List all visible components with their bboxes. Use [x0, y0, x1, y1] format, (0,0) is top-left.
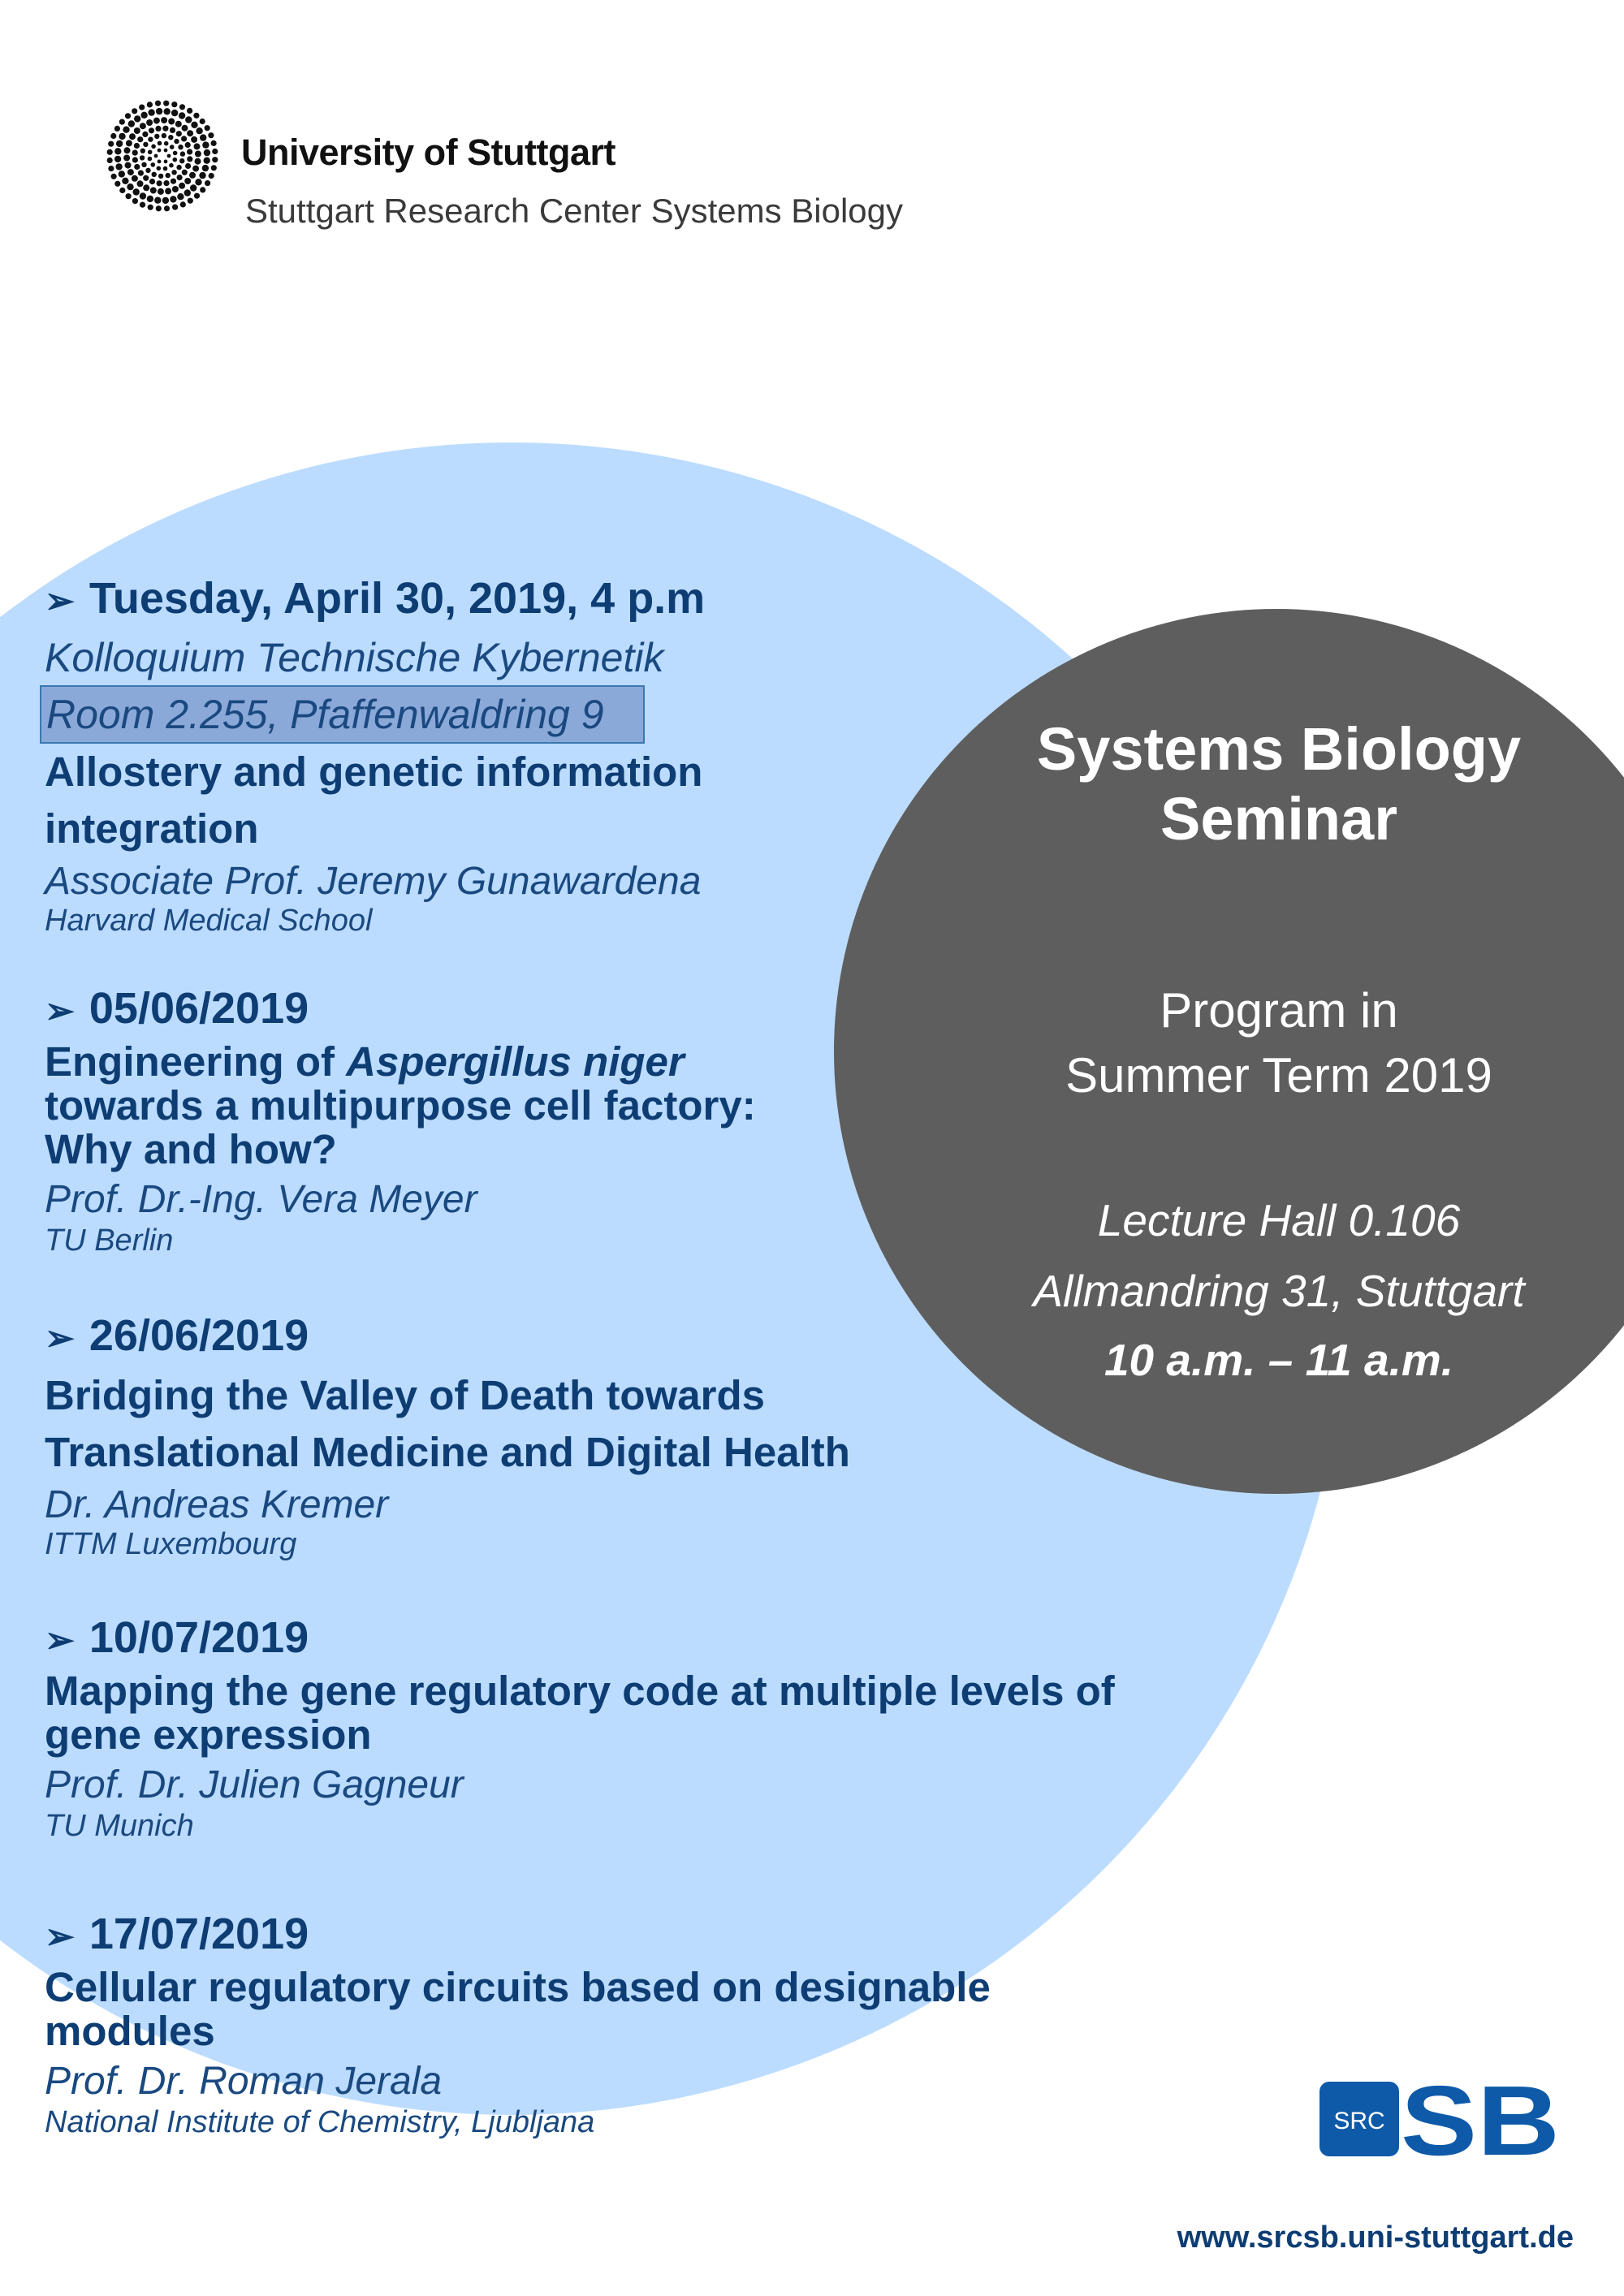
venue-hall: Lecture Hall 0.106	[1097, 1195, 1461, 1245]
event-affiliation: ITTM Luxembourg	[45, 1527, 297, 1561]
research-center-name: Stuttgart Research Center Systems Biology	[245, 192, 904, 230]
venue-address: Allmandring 31, Stuttgart	[1033, 1266, 1525, 1316]
event-speaker: Prof. Dr.-Ing. Vera Meyer	[45, 1178, 477, 1221]
arrow-bullet-icon: ➢	[45, 581, 75, 621]
seminar-title-line1: Systems Biology	[1036, 715, 1522, 783]
event-date: ➢ 05/06/2019	[45, 984, 309, 1033]
event-1	[45, 570, 706, 938]
website-link[interactable]: www.srcsb.uni-stuttgart.de	[1177, 2220, 1574, 2255]
event-speaker: Prof. Dr. Julien Gagneur	[45, 1763, 464, 1806]
event-5	[45, 1905, 991, 2139]
event-date: ➢ 26/06/2019	[45, 1311, 309, 1360]
arrow-bullet-icon: ➢	[45, 991, 75, 1031]
event-speaker: Associate Prof. Jeremy Gunawardena	[45, 860, 702, 903]
event-affiliation: TU Berlin	[45, 1224, 174, 1258]
program-line2: Summer Term 2019	[1065, 1048, 1492, 1103]
event-room	[45, 685, 705, 744]
event-4	[45, 1609, 1115, 1843]
arrow-bullet-icon: ➢	[45, 1318, 75, 1358]
srcsb-logo-icon	[1320, 2078, 1563, 2160]
svg-text:SB: SB	[1401, 2078, 1560, 2160]
arrow-bullet-icon: ➢	[45, 1621, 75, 1660]
university-name: University of Stuttgart	[241, 132, 616, 173]
event-affiliation: Harvard Medical School	[45, 904, 373, 938]
seminar-time: 10 a.m. – 11 a.m.	[1104, 1335, 1454, 1385]
event-title: Allostery and genetic information integration	[45, 749, 703, 852]
arrow-bullet-icon: ➢	[45, 1917, 75, 1957]
event-title: Engineering of Aspergillus niger towards a multipurpose cell factory: Why and how?	[45, 1038, 756, 1172]
event-date: ➢ 17/07/2019	[45, 1910, 309, 1958]
program-line1: Program in	[1160, 983, 1398, 1038]
event-speaker: Prof. Dr. Roman Jerala	[45, 2060, 443, 2103]
event-title: Bridging the Valley of Death towards Translational Medicine and Digital Health	[45, 1372, 850, 1475]
room-highlight: Room 2.255, Pfaffenwaldring 9	[40, 685, 645, 744]
event-title: Cellular regulatory circuits based on designable modules	[45, 1964, 991, 2054]
event-note: Kolloquium Technische Kybernetik	[45, 635, 664, 680]
university-logo-icon	[106, 99, 219, 213]
seminar-title-line2: Seminar	[1160, 785, 1398, 852]
event-title: Mapping the gene regulatory code at multiple levels of gene expression	[45, 1668, 1115, 1758]
svg-text:SRC: SRC	[1333, 2108, 1385, 2134]
event-2	[45, 980, 756, 1258]
event-3	[45, 1307, 850, 1559]
seminar-title	[869, 714, 1624, 854]
event-affiliation: National Institute of Chemistry, Ljubljana	[45, 2105, 595, 2139]
event-date: ➢ Tuesday, April 30, 2019, 4 p.m	[45, 574, 706, 623]
event-date: ➢ 10/07/2019	[45, 1613, 309, 1662]
event-speaker: Dr. Andreas Kremer	[45, 1483, 389, 1526]
program-term	[869, 978, 1624, 1108]
event-affiliation: TU Munich	[45, 1809, 194, 1843]
